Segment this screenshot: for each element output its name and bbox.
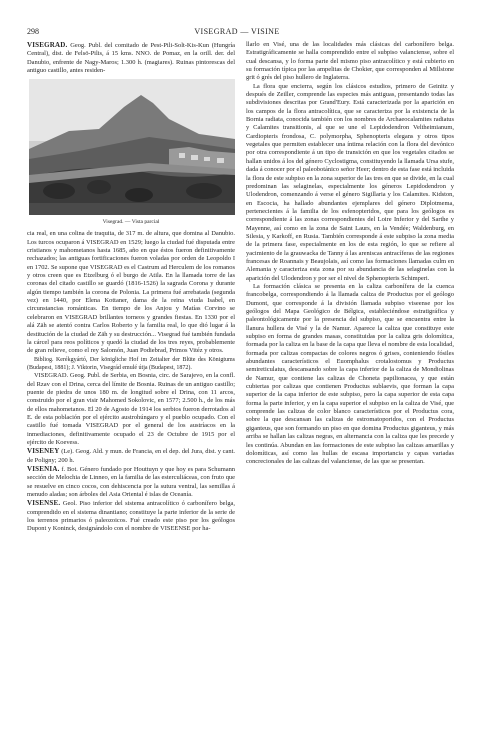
entry-viseney [27,447,235,465]
entry-visegrad-serbia: VISEGRAD. Geog. Publ. de Serbia, en Bosnia, circ. de Sarajevo, en la confl. del Rzav con el Drina, cerca del límite de Bosnia. Ruinas de un antiguo castillo; puente de piedra de unos 180 m. de longitud sobre el Drina, con 11 arcos, construido por el gran visir Mahomed Sokolovic, en 1577; 2.500 h., de los más de ellos mahometanos. El 20 de Agosto de 1914 los serbios fueron derrotados al E. de esta población por el ejército austrohúngaro y el pueblo ocupado. Con el castillo fué tomada VISEGRAD por el general de los austríacos en la inmediaciones, definitivamente ocupado el 23 de Octubre de 1915 por el ejército de Koevess. [27,372,235,446]
entry-visegrad-continued: cia real, en una colina de traquita, de 317 m. de altura, que domina al Danubio. Los turcos ocuparon á VISEGRAD en 1529; luego la ciudad fué disputada entre cristianos y mahometanos hasta 1685, año en que éstos fueron definitivamente rechazados; las antiguas fortificaciones fueron voladas por orden de Leopoldo I en 1702. Se supone que VISEGRAD es el Castrum ad Herculem de los romanos y otros creen que es Etzelburg ó el burgo de Atila. En la llamada torre de las coronas del citado castillo se guardó (1816-1526) la sagrada Corona y durante algún tiempo también la corona de Polonia. La primera fué arrebatada (segunda vez) en 1440, por Elena Kottaner, dama de la reina viuda Isabel, en circunstancias románticas. En tiempo de los Anjou y Matías Corvino se celebraron en VISEGRAD brillantes torneos y grandes fiestas. En 1330 por el alá Zäh se atentó contra Carlos Roberto y la familia real, lo que dió lugar á la destitución de la ciudad de Zäh y su destrucción... Visegrad fué también fundada la cárcel para reos políticos y quedó la ciudad de los tres reyes, probablemente de gran relieve, como el rey Salomón, Juan Podiebrad, Primos Vitéz y otros. [27,230,235,355]
landscape-image [29,79,235,215]
left-column [27,41,235,707]
visegrad-photo [29,79,235,215]
right-column [246,41,454,707]
entry-text: Geog. Publ. del comitado de Pest-Pili-Solt-Kis-Kun (Hungría Central), dist. de Felsö-Pilis, á 15 kms. NNO. de Pomaz, en la orill. der. del Danubio, enfrente de Nagy-Maros; 1.300 h. (magiares). Ruinas pintorescas del antiguo castillo, antes residen- [27,42,236,75]
running-title: VISEGRAD — VISINE [194,27,280,36]
page-number: 298 [27,27,39,36]
paragraph-formation: La formación clásica se presenta en la caliza carbonífera de la cuenca francobelga, correspondiendo á la llamada caliza de Productus por el geólogo Dumont, que corresponde á la división llamada subpiso viseense por los geólogos del Mapa Geológico de Bélgica, estableciéndose estratigráfica y paleontológicamente por la presencia del subpiso, que se encuentra entre la llanura hullera de Visé y la de Namur. Aparece la caliza que constituye este subpiso en forma de grandes masas, constituidas por la caliza gris dolomítica, formada por la caliza en la base de la capa que lleva el nombre de esta localidad, formada por calizas compactas de colores negros ó grises, conteniendo fósiles abundantes característicos el Euomphalus crotalostomus y Productus semireticulatus, descansando sobre la capa inferior de la caliza de Mondiolinas de Namur, que contiene las calizas de Choneta papilionacea, y que están cubiertas por calizas que contienen Productus sublaevis, que forman la capa superior de la capa inferior de este subpiso, pero la capa superior de esta capa forma la parte inferior, y en la capa superior el subpiso en la caliza de Visé, que comprende las calizas de color blanco característicos por el Productus cora, sobre la que descansan las calizas de estromatoporidos, con el Productus giganteus, que son formando un piso en que domina Productus giganteus, y más arriba se hallan las calizas negras, en alternancia con la caliza que les precede y les continúa. Abundan en las formaciones de este subpiso las calizas amarillas y dolomíticas, así como las hullas de escasa importancia y capas variadas concrecionales de las calizas del valanciense, de las que se presentan. [246,282,454,466]
figure-caption: Visegrad. — Vista parcial [102,219,160,226]
paragraph-flora: La flora que encierra, según los clásicos estudios, primero de Geinitz y después de Zeiller, comprende las especies más antiguas, presentando todas las subdivisiones descritas por Grand'Eury. Está caracterizada por la aparición en los campos de la flora antracolítica, que se caracteriza por la existencia de la Bornia radiata, conocida también con los nombres de Archaeocalamites radiatus y Calamites transitionis, al que se une el Lepidodendron Veltheimianum, Cardiopteris frondosa, C. polymorpha, Sphenopteris elegans y otros tipos vegetales que permiten establecer una íntima relación con la flora del devónico por otra correspondiente á un tipo de transición en que los vegetales citados se hallan unidos á los del género Cyclostigma, constituyendo la llamada Ursa stufe, dada á conocer por el paleobotánico señor Heer; dentro de esta fase está incluida la flora de este subpiso en la zona superior de las tres en que se divide, en la cual predominan las selaginelas, especialmente los géneros Lepidodendron y Ulodendron, comenzando á verse el género Sigillaria y los Calamites. Kidston, en Escocia, ha hallado abundantes ejemplares del género Diplotmema, pertenecientes á la familia de los esfenopteridos, que para los geólogos es correspondiente á las zonas correspondientes del Loire Inferior y del Sarthe y Mayenne, así como en la zona de Saint Laurs, en la Vendée; Waldenburg, en Silesia, y Karkoff, en Rusia. También corresponde á este subpiso la zona media de la primera fase, especialmente en los de esta región, lo que se refiere al yacimiento de la grauwacka de Tanny á las areniscas antracíferas de las regiones francesas de Roannais y Beaujolais, así como las formaciones llamadas culm en Alemania y caracteriza esta zona por su abundancia de las selaginelas con la aparición del Ulodendron y por ser el nivel de Sphenopteris Schimperi. [246,82,454,282]
entry-text: f. Bot. Género fundado por Houttuyn y que hoy es para Schumann sección de Melochia de Linneo, en la familia de las esterculiáceas, con fruto que se resuelve en cinco cocos, con dehiscencia por la sutura ventral, las semillas á menudo aladas; son árboles del Asia Oriental é islas de Oceanía. [27,466,236,499]
entry-term: VISEGRAD. [27,41,68,49]
entry-term: VISENIA. [27,465,60,473]
entry-visegrad [27,41,235,75]
entry-term: VISENEY [27,447,60,456]
entry-text: (Le). Geog. Ald. y mun. de Francia, en el dep. del Jura, dist. y cant. de Poligny; 200 h. [27,448,235,464]
bibliography: Bibliog. Kerékgyártó, Der königliche Hof im Zeitalter der Blüte des Königtums (Budapest, 1881); J. Viktorin, Visegrád emulé útja (Budapest, 1872). [27,356,235,371]
entry-text: Geol. Piso inferior del sistema antracolítico ó carbonífero belga, comprendido en el sistema dinantiano; constituye la parte inferior de la serie de los terrenos primarios ó paleozoicos. Fué creado este piso por los geólogos Dupont y Koninck, designándolo con el nombre de VISEENSE por ha- [27,500,236,533]
entry-term: VISENSE. [27,499,61,508]
entry-visenia [27,465,235,499]
page-header [27,27,447,39]
paragraph-stratigraphy: llarlo en Visé, una de las localidades más clásicas del carbonífero belga. Estratigráficamente se halla comprendido entre el subpiso valanciense, sobre el cual descansa, y lo forma parte del mismo piso antracolítico y está cubierto en su formación típica por las ampelitas de Chokier, que corresponden al Millstone grit ó grés del piso hullero de Inglaterra. [246,41,454,82]
entry-visense [27,499,235,533]
